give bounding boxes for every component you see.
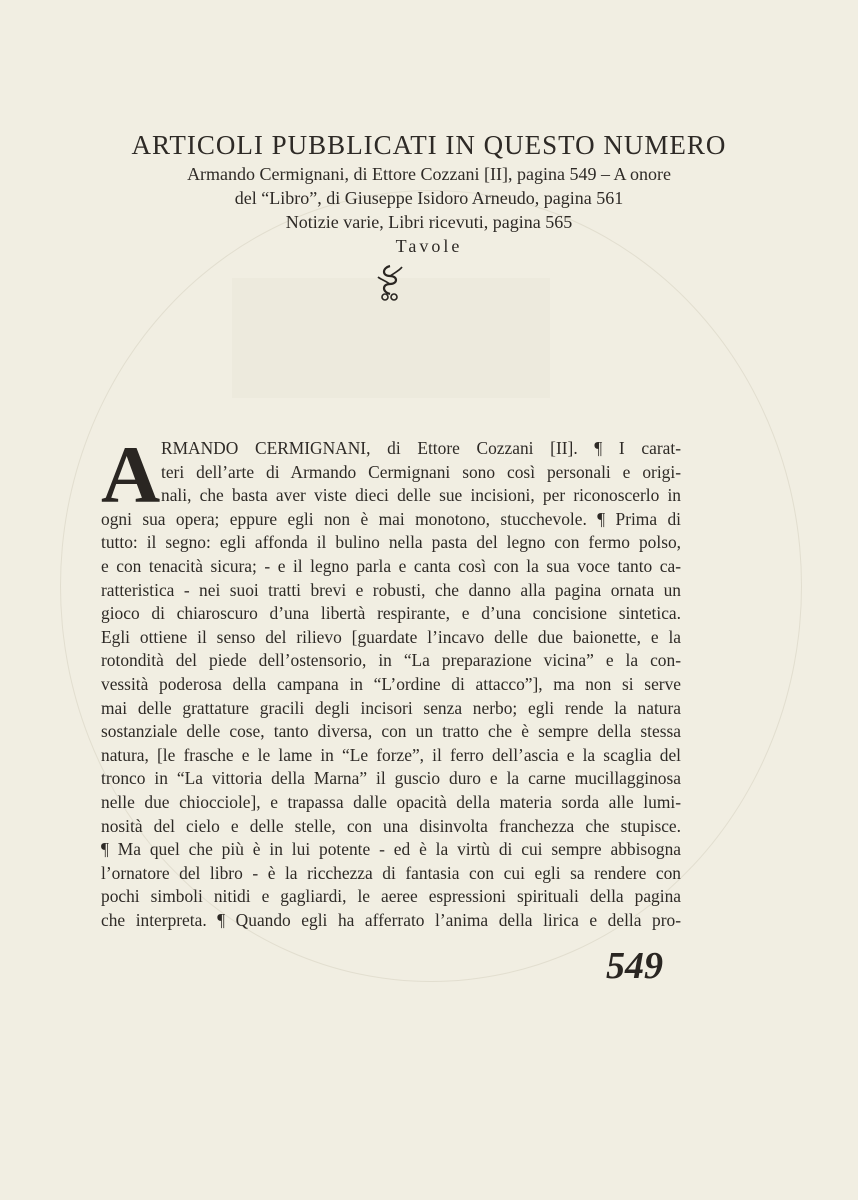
article-line: teri dell’arte di Armando Cermignani sono così personali e origi- [161,461,681,482]
article-line: rotondità del piede dell’ostensorio, in “La preparazione vicina” e la con- [101,650,681,671]
article-line: l’ornatore del libro - è la ricchezza di fantasia con cui egli sa rendere con [101,862,681,883]
contents-line-4: Tavole [395,236,463,256]
article-line: tronco in “La vittoria della Marna” il guscio duro e la carne mucillagginosa [101,768,681,789]
article-line: nosità del cielo e delle stelle, con una disinvolta franchezza che stupisce. [101,815,681,836]
article-line: ¶ Ma quel che più è in lui potente - ed è la virtù di cui sempre abbisogna [101,839,681,860]
article-line: tutto: il segno: egli affonda il bulino nella pasta del legno con fermo polso, [101,532,681,553]
article-line: mai delle grattature gracili degli incisori senza nerbo; egli rende la natura [101,697,681,718]
article-line: e con tenacità sicura; - e il legno parla e canta così con la sua voce tanto ca- [101,555,681,576]
article-line: ogni sua opera; eppure egli non è mai monotono, stucchevole. ¶ Prima di [101,508,681,529]
contents-line-1: Armando Cermignani, di Ettore Cozzani [II], pagina 549 – A onore [187,164,671,184]
drop-cap: A [101,429,161,520]
contents-title: ARTICOLI PUBBLICATI IN QUESTO NUMERO [131,130,727,160]
article-line: ratteristica - nei suoi tratti brevi e robusti, che danno alla pagina ornata un [101,579,681,600]
article-line: nali, che basta aver viste dieci delle sue incisioni, per riconoscerlo in [161,485,681,506]
article-line: gioco di chiaroscuro d’una libertà respirante, e d’una concisione sintetica. [101,603,681,624]
article-line: pochi simboli nitidi e gagliardi, le aeree espressioni spirituali della pagina [101,886,681,907]
article-line: sostanziale delle cose, tanto diversa, con un tratto che è sempre della stessa [101,721,681,742]
contents-line-3: Notizie varie, Libri ricevuti, pagina 565 [285,212,573,232]
article-line: RMANDO CERMIGNANI, di Ettore Cozzani [II]. ¶ I carat- [161,438,681,458]
page-number: 549 [606,945,663,987]
contents-line-2: del “Libro”, di Giuseppe Isidoro Arneudo, pagina 561 [234,188,624,208]
contents-header [0,128,858,258]
article-line: che interpreta. ¶ Quando egli ha afferrato l’anima della lirica e della pro- [101,909,681,930]
article-line: vessità poderosa della campana in “L’ordine di attacco”], ma non si serve [101,673,681,694]
article-body [101,429,681,932]
article-line: nelle due chiocciole], e trapassa dalle opacità della materia sorda alle lumi- [101,791,681,812]
article-line: natura, [le frasche e le lame in “Le forze”, il ferro dell’ascia e la scaglia del [101,744,681,765]
article-line: Egli ottiene il senso del rilievo [guardate l’incavo delle due baionette, e la [101,626,681,647]
floral-ornament-icon [372,262,408,302]
